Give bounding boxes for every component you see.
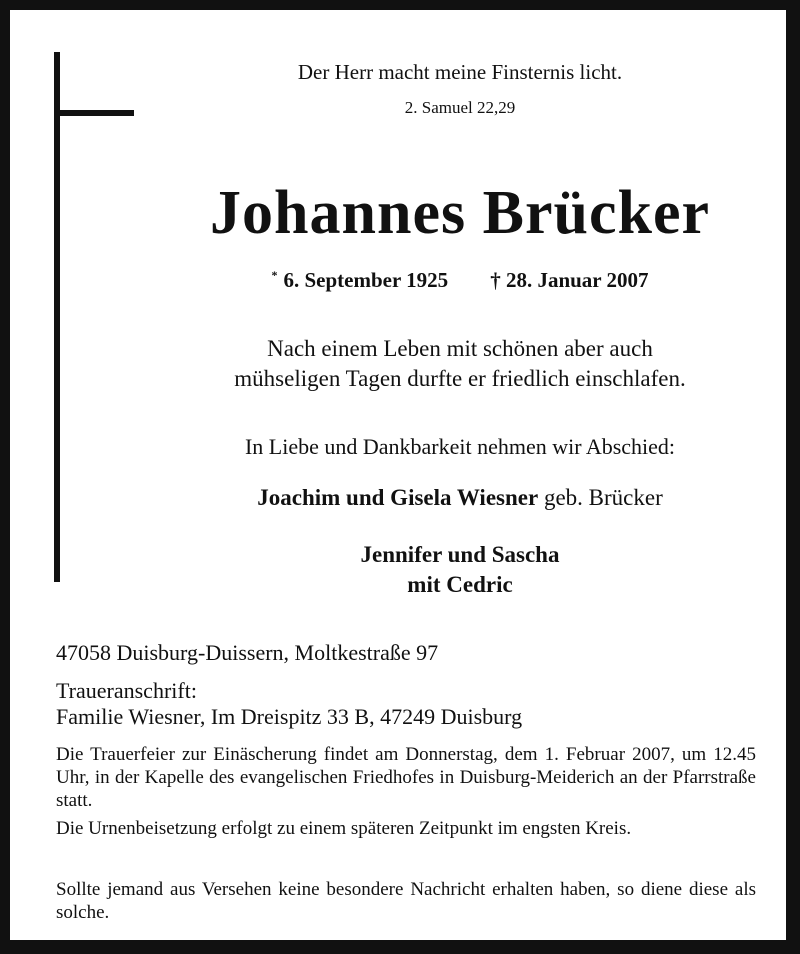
bible-quote: Der Herr macht meine Finsternis licht. bbox=[297, 60, 623, 84]
family-2-line-2: mit Cedric bbox=[407, 572, 513, 597]
mourning-address-label: Traueranschrift: bbox=[56, 678, 197, 703]
life-dates bbox=[160, 268, 760, 293]
bible-reference: 2. Samuel 22,29 bbox=[404, 98, 516, 117]
family-1-name: Joachim und Gisela Wiesner bbox=[257, 485, 539, 510]
death-symbol: † bbox=[490, 268, 501, 292]
life-text-line-1: Nach einem Leben mit schönen aber auch bbox=[267, 336, 653, 361]
notice-paragraph: Sollte jemand aus Versehen keine besondere Nachricht erhalten haben, so diene diese als solche. bbox=[56, 879, 756, 923]
farewell-line: In Liebe und Dankbarkeit nehmen wir Abschied: bbox=[244, 434, 676, 459]
family-line-2 bbox=[160, 540, 760, 600]
death-date: 28. Januar 2007 bbox=[505, 268, 649, 292]
ceremony-paragraph: Die Trauerfeier zur Einäscherung findet am Donnerstag, dem 1. Februar 2007, um 12.45 Uhr, in der Kapelle des evangelischen Friedhofes in Duisburg-Meiderich an der Pfarrstraße statt. bbox=[56, 744, 756, 811]
mourning-address: Familie Wiesner, Im Dreispitz 33 B, 47249 Duisburg bbox=[56, 704, 523, 729]
deceased-address: 47058 Duisburg-Duissern, Moltkestraße 97 bbox=[56, 640, 439, 665]
cross-icon-bar bbox=[54, 110, 134, 116]
family-1-note: geb. Brücker bbox=[543, 485, 663, 510]
family-line-1 bbox=[160, 485, 760, 511]
family-2-line-1: Jennifer und Sascha bbox=[360, 542, 560, 567]
life-text-line-2: mühseligen Tagen durfte er friedlich einschlafen. bbox=[234, 366, 686, 391]
life-text bbox=[160, 334, 760, 394]
deceased-name: Johannes Brücker bbox=[210, 179, 710, 247]
cross-icon bbox=[54, 52, 60, 582]
birth-date: 6. September 1925 bbox=[283, 268, 449, 292]
birth-symbol: * bbox=[271, 268, 278, 282]
urn-paragraph: Die Urnenbeisetzung erfolgt zu einem späteren Zeitpunkt im engsten Kreis. bbox=[56, 818, 632, 839]
